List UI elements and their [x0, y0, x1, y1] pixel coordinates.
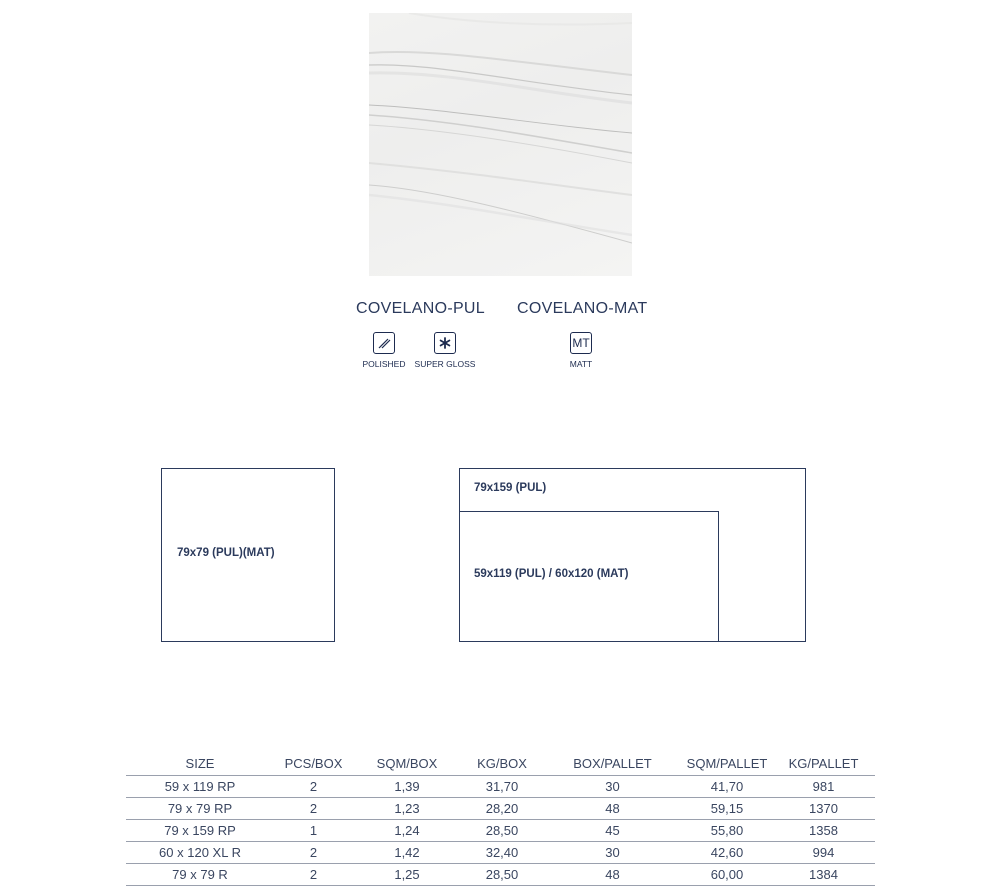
cell-pcs-box: 2: [274, 776, 353, 798]
cell-box-pallet: 30: [543, 776, 682, 798]
cell-kg-pallet: 1370: [772, 798, 875, 820]
cell-sqm-box: 1,39: [353, 776, 461, 798]
header-pcs-box: PCS/BOX: [274, 751, 353, 776]
cell-kg-pallet: 994: [772, 842, 875, 864]
matt-code: MT: [572, 336, 590, 350]
header-size: SIZE: [126, 751, 274, 776]
cell-size: 79 x 79 RP: [126, 798, 274, 820]
header-box-pallet: BOX/PALLET: [543, 751, 682, 776]
table-row: [126, 842, 875, 864]
cell-box-pallet: 48: [543, 864, 682, 886]
format-medium-label: 59x119 (PUL) / 60x120 (MAT): [474, 568, 629, 580]
cell-sqm-box: 1,24: [353, 820, 461, 842]
finish-label: SUPER GLOSS: [414, 359, 476, 369]
cell-kg-pallet: 981: [772, 776, 875, 798]
header-kg-pallet: KG/PALLET: [772, 751, 875, 776]
packing-table: [126, 751, 875, 886]
cell-kg-box: 31,70: [461, 776, 543, 798]
cell-sqm-pallet: 42,60: [682, 842, 772, 864]
header-sqm-pallet: SQM/PALLET: [682, 751, 772, 776]
cell-kg-box: 28,50: [461, 864, 543, 886]
variant-name-pul: COVELANO-PUL: [356, 300, 485, 317]
matt-icon: [570, 332, 592, 354]
table-row: [126, 820, 875, 842]
cell-sqm-box: 1,23: [353, 798, 461, 820]
table-row: [126, 798, 875, 820]
cell-kg-pallet: 1358: [772, 820, 875, 842]
format-large-label: 79x159 (PUL): [474, 482, 547, 494]
cell-kg-box: 32,40: [461, 842, 543, 864]
super-gloss-icon: [434, 332, 456, 354]
cell-sqm-pallet: 55,80: [682, 820, 772, 842]
finish-polished: [360, 332, 408, 369]
cell-box-pallet: 48: [543, 798, 682, 820]
cell-size: 79 x 79 R: [126, 864, 274, 886]
cell-kg-box: 28,20: [461, 798, 543, 820]
format-square-label: 79x79 (PUL)(MAT): [177, 547, 275, 559]
cell-pcs-box: 1: [274, 820, 353, 842]
marble-tile-image: [369, 13, 632, 276]
cell-pcs-box: 2: [274, 864, 353, 886]
cell-box-pallet: 45: [543, 820, 682, 842]
header-kg-box: KG/BOX: [461, 751, 543, 776]
cell-size: 79 x 159 RP: [126, 820, 274, 842]
polished-icon: [373, 332, 395, 354]
cell-pcs-box: 2: [274, 842, 353, 864]
cell-kg-box: 28,50: [461, 820, 543, 842]
table-row: [126, 864, 875, 886]
header-sqm-box: SQM/BOX: [353, 751, 461, 776]
cell-sqm-pallet: 41,70: [682, 776, 772, 798]
finish-super-gloss: [413, 332, 477, 369]
cell-size: 59 x 119 RP: [126, 776, 274, 798]
cell-sqm-box: 1,25: [353, 864, 461, 886]
table-header-row: [126, 751, 875, 776]
cell-sqm-pallet: 60,00: [682, 864, 772, 886]
cell-sqm-pallet: 59,15: [682, 798, 772, 820]
cell-kg-pallet: 1384: [772, 864, 875, 886]
table-row: [126, 776, 875, 798]
finish-label: POLISHED: [362, 359, 406, 369]
cell-pcs-box: 2: [274, 798, 353, 820]
cell-box-pallet: 30: [543, 842, 682, 864]
finish-label: MATT: [569, 359, 593, 369]
cell-size: 60 x 120 XL R: [126, 842, 274, 864]
finish-matt: [561, 332, 601, 369]
cell-sqm-box: 1,42: [353, 842, 461, 864]
variant-name-mat: COVELANO-MAT: [517, 300, 648, 317]
